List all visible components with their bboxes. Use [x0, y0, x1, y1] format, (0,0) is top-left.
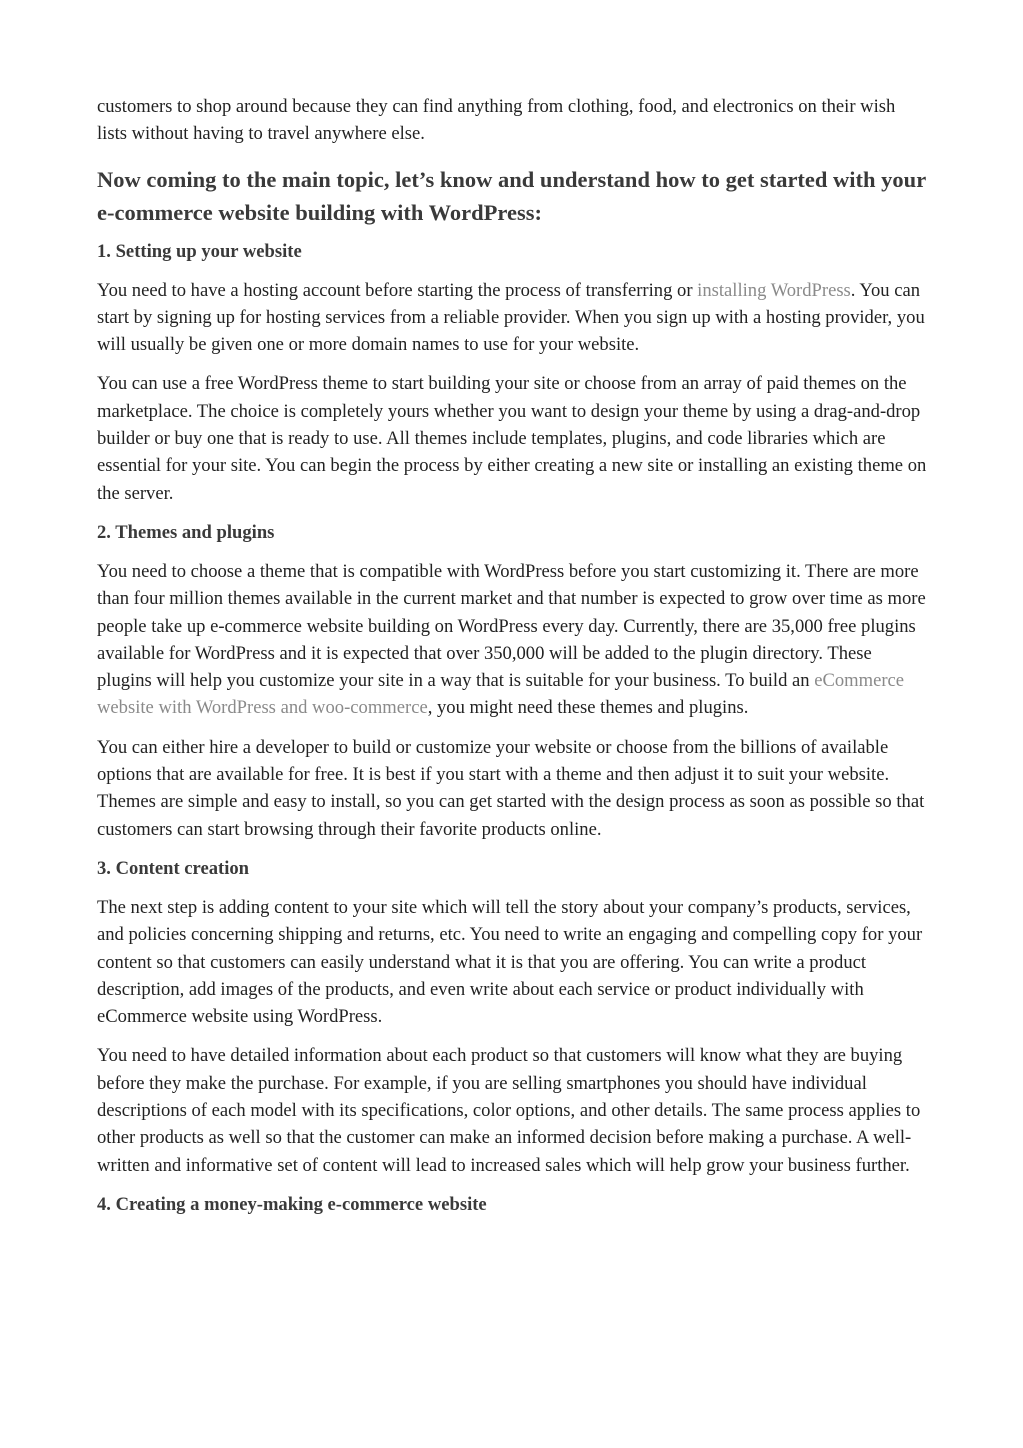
themes-plugins-paragraph-2: You can either hire a developer to build or customize your website or choose from the billions of available options that are available for free. It is best if you start with a theme and then adjust it to suit your website. Themes are simple and easy to install, so you can get started with the design process as soon as possible so that customers can start browsing through their favorite products online. — [97, 736, 925, 840]
setting-up-paragraph-1 — [97, 277, 929, 359]
section-heading-setting-up: 1. Setting up your website — [97, 240, 302, 262]
section-heading-content-creation: 3. Content creation — [97, 857, 250, 879]
text-run: , you might need these themes and plugins. — [427, 697, 749, 719]
text-run: . You can start by signing up for hosting services from a reliable provider. When you sign up with a hosting provider, you will usually be given one or more domain names to use for your website. — [97, 279, 925, 356]
ecommerce-woocommerce-link[interactable]: eCommerce website with WordPress and woo-commerce — [97, 670, 905, 719]
text-run: You need to have a hosting account before starting the process of transferring or — [97, 279, 698, 301]
installing-wordpress-link[interactable]: installing WordPress — [697, 279, 851, 301]
text-run: You need to choose a theme that is compatible with WordPress before you start customizing it. There are more than four million themes available in the current market and that number is expected to grow over time as more people take up e-commerce website building on WordPress every day. Currently, there are 35,000 free plugins available for WordPress and it is expected that over 350,000 will be added to the plugin directory. These plugins will help you customize your site in a way that is suitable for your business. To build an — [97, 560, 926, 692]
setting-up-paragraph-2: You can use a free WordPress theme to start building your site or choose from an array of paid themes on the marketplace. The choice is completely yours whether you want to design your theme by using a drag-and-drop builder or buy one that is ready to use. All themes include templates, plugins, and code libraries which are essential for your site. You can begin the process by either creating a new site or installing an existing theme on the server. — [97, 373, 927, 504]
themes-plugins-paragraph-1 — [97, 558, 929, 722]
intro-paragraph: customers to shop around because they can find anything from clothing, food, and electronics on their wish lists without having to travel anywhere else. — [97, 96, 896, 145]
section-heading-themes-plugins: 2. Themes and plugins — [97, 521, 275, 543]
content-creation-paragraph-2: You need to have detailed information about each product so that customers will know what they are buying before they make the purchase. For example, if you are selling smartphones you should have individual descriptions of each model with its specifications, color options, and other details. The same process applies to other products as well so that the customer can make an informed decision before making a purchase. A well-written and informative set of content will lead to increased sales which will help grow your business further. — [97, 1045, 921, 1176]
content-creation-paragraph-1: The next step is adding content to your site which will tell the story about your company’s products, services, and policies concerning shipping and returns, etc. You need to write an engaging and compelling copy for your content so that customers can easily understand what it is that you are offering. You can write a product description, add images of the products, and even write about each service or product individually with eCommerce website using WordPress. — [97, 896, 923, 1028]
main-heading: Now coming to the main topic, let’s know and understand how to get started with your e-commerce website building with WordPress: — [97, 166, 926, 225]
document-page — [97, 93, 929, 1230]
section-heading-money-making: 4. Creating a money-making e-commerce website — [97, 1193, 487, 1215]
